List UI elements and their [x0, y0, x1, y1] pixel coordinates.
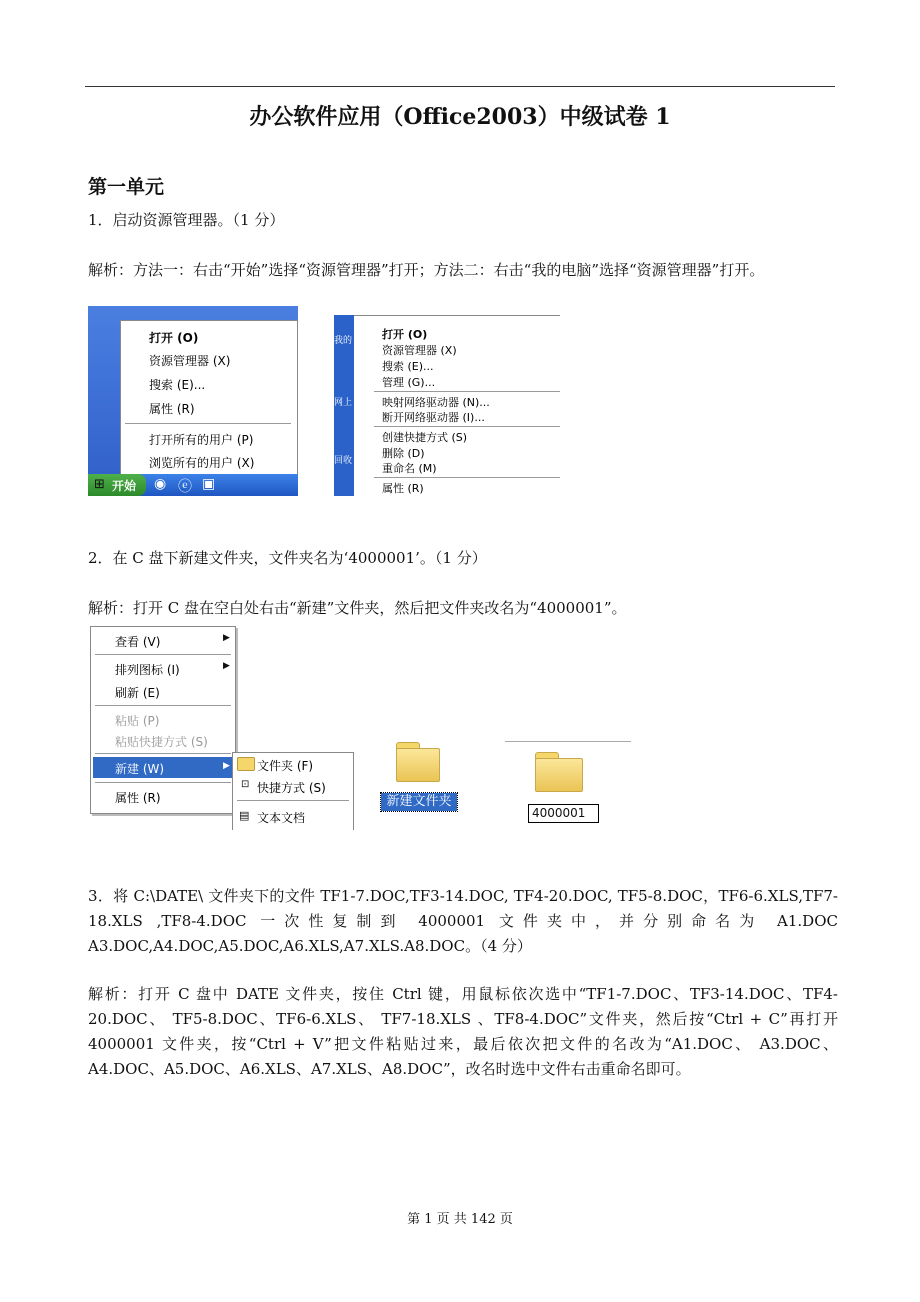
question-3: 3．将 C:\DATE\ 文件夹下的文件 TF1-7.DOC,TF3-14.DOC, TF4-20.DOC, TF5-8.DOC，TF6-6.XLS,TF7-18.XLS ,TF8-4.DOC 一次性复制到 4000001 文件夹中，并分别命名为 A1.DOC A3.DOC,A4.DOC,A5.DOC,A6.XLS,A7.XLS.A8.DOC。（4 分） — [88, 887, 838, 955]
unit-heading: 第一单元 — [88, 176, 165, 198]
menu-item[interactable]: 属性 (R) — [149, 402, 195, 416]
folder-icon[interactable] — [531, 748, 585, 792]
folder-icon[interactable] — [392, 738, 442, 782]
menu-item[interactable]: 重命名 (M) — [382, 462, 437, 475]
answer-1: 解析：方法一：右击“开始”选择“资源管理器”打开；方法二：右击“我的电脑”选择“资源管理器”打开。 — [88, 261, 765, 279]
desktop-strip: 我的 网上 回收 — [334, 315, 354, 496]
menu-item[interactable]: 管理 (G)... — [382, 376, 436, 389]
context-menu — [120, 320, 298, 476]
menu-item[interactable]: 搜索 (E)... — [382, 360, 434, 373]
menu-item[interactable]: 资源管理器 (X) — [382, 344, 457, 357]
shortcut-icon: ⊡ — [241, 779, 250, 790]
context-menu — [354, 315, 560, 496]
question-2: 2．在 C 盘下新建文件夹，文件夹名为‘4000001’。（1 分） — [88, 549, 487, 567]
submenu-item[interactable]: 文件夹 (F) — [257, 759, 314, 773]
taskbar — [88, 474, 298, 496]
menu-item-new-highlighted[interactable]: 新建 (W) ▶ — [93, 757, 233, 778]
answer-3: 解析：打开 C 盘中 DATE 文件夹，按住 Ctrl 键，用鼠标依次选中“TF1-7.DOC、TF3-14.DOC、TF4-20.DOC、 TF5-8.DOC、TF6-6.XLS、 TF7-18.XLS 、TF8-4.DOC”文件夹，然后按“Ctrl + C”再打开 4000001 文件夹，按“Ctrl + V”把文件粘贴过来，最后依次把文件的名改为“A1.DOC、 A3.DOC、A4.DOC、A5.DOC、A6.XLS、A7.XLS、A8.DOC”，改名时选中文件右击重命名即可。 — [88, 985, 838, 1078]
windows-logo-icon: ⊞ — [94, 477, 105, 492]
menu-item[interactable]: 刷新 (E) — [115, 686, 160, 700]
menu-item[interactable]: 浏览所有的用户 (X) — [149, 456, 255, 470]
page-footer: 第 1 页 共 142 页 — [407, 1212, 513, 1227]
context-menu — [90, 626, 236, 814]
menu-item[interactable]: 查看 (V) — [115, 635, 161, 649]
menu-item-disabled: 粘贴快捷方式 (S) — [115, 735, 208, 749]
top-rule — [85, 86, 835, 87]
new-submenu — [232, 752, 354, 830]
menu-item[interactable]: 打开所有的用户 (P) — [149, 433, 254, 447]
start-context-menu-screenshot — [88, 306, 298, 496]
submenu-item[interactable]: 文本文档 — [257, 811, 306, 825]
submenu-arrow-icon: ▶ — [223, 633, 230, 643]
submenu-item[interactable]: 快捷方式 (S) — [257, 781, 326, 795]
media-player-icon[interactable]: ◉ — [154, 476, 167, 492]
menu-item[interactable]: 搜索 (E)... — [149, 378, 206, 392]
menu-item[interactable]: 映射网络驱动器 (N)... — [382, 396, 490, 409]
folder-name-selected[interactable]: 新建文件夹 — [381, 793, 457, 811]
explorer-icon[interactable]: ▣ — [202, 476, 216, 492]
submenu-arrow-icon: ▶ — [223, 761, 230, 771]
menu-item[interactable]: 创建快捷方式 (S) — [382, 431, 468, 444]
menu-item[interactable]: 排列图标 (I) — [115, 663, 180, 677]
submenu-arrow-icon: ▶ — [223, 661, 230, 671]
menu-item[interactable]: 资源管理器 (X) — [149, 354, 231, 368]
menu-item[interactable]: 属性 (R) — [115, 791, 161, 805]
menu-item[interactable]: 断开网络驱动器 (I)... — [382, 411, 485, 424]
menu-item[interactable]: 删除 (D) — [382, 447, 425, 460]
text-doc-icon: ▤ — [239, 809, 250, 822]
question-1: 1．启动资源管理器。（1 分） — [88, 211, 285, 229]
ie-icon[interactable]: ⓔ — [178, 479, 192, 495]
folder-icon — [237, 757, 255, 771]
menu-item-disabled: 粘贴 (P) — [115, 714, 160, 728]
answer-2: 解析：打开 C 盘在空白处右击“新建”文件夹，然后把文件夹改名为“4000001”。 — [88, 599, 627, 617]
desktop-context-menu-screenshot — [88, 624, 358, 830]
my-computer-context-menu-screenshot — [334, 315, 561, 496]
menu-item[interactable]: 打开 (O) — [149, 331, 199, 345]
start-button[interactable]: ⊞ 开始 — [88, 474, 146, 496]
menu-item[interactable]: 打开 (O) — [382, 328, 428, 341]
folder-rename-input[interactable]: 4000001 — [528, 804, 599, 823]
page-title: 办公软件应用（Office2003）中级试卷 1 — [249, 104, 671, 130]
menu-item[interactable]: 属性 (R) — [382, 482, 424, 495]
